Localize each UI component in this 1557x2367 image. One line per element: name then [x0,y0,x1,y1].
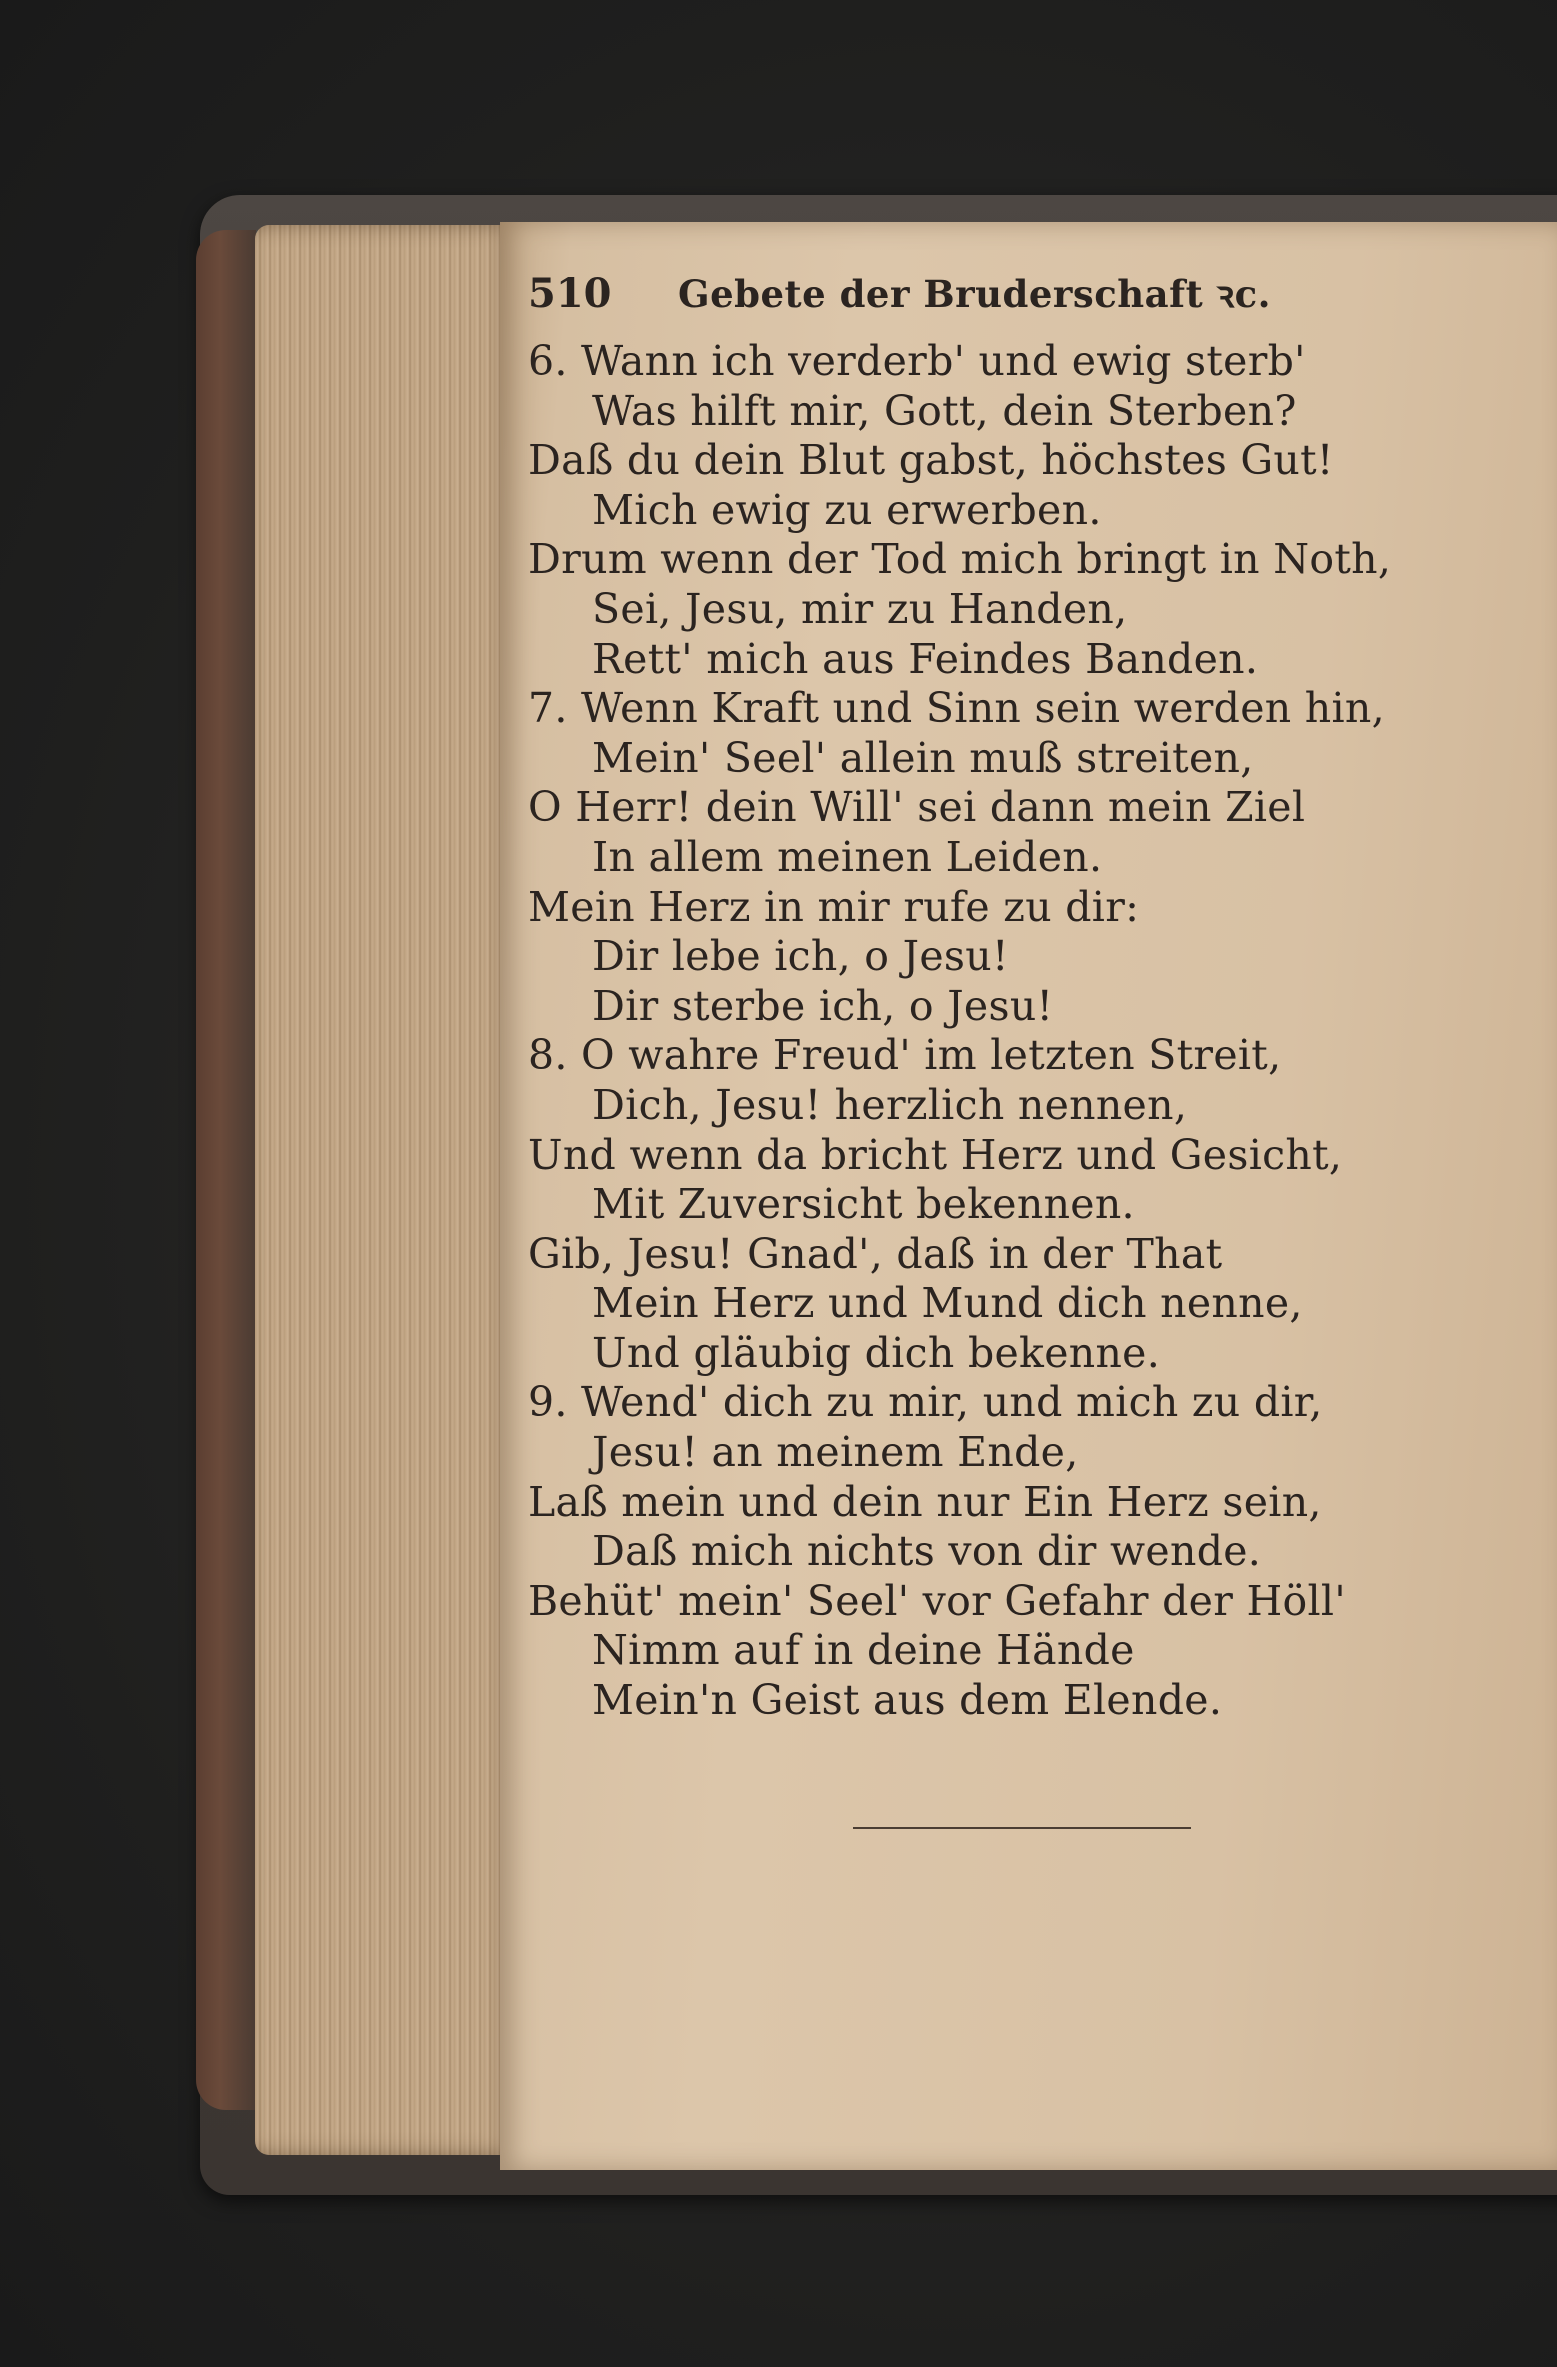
page-block-edge [255,225,515,2155]
page-header [528,267,1528,337]
hymn-text [528,337,1528,1726]
page-number: 510 [528,270,612,317]
hymn-line: Nimm auf in deine Hände [592,1626,1135,1675]
hymn-line: 9. Wend' dich zu mir, und mich zu dir, [528,1378,1323,1427]
hymn-line: Sei, Jesu, mir zu Handen, [592,584,1128,633]
hymn-line: Mein' Seel' allein muß streiten, [592,733,1254,782]
hymn-line: 7. Wenn Kraft und Sinn sein werden hin, [528,684,1385,733]
hymn-line: Mich ewig zu erwerben. [592,485,1102,534]
hymn-line: Rett' mich aus Feindes Banden. [592,634,1259,683]
hymn-line: O Herr! dein Will' sei dann mein Ziel [528,783,1306,832]
hymn-line: 6. Wann ich verderb' und ewig sterb' [528,337,1306,385]
hymn-line: Und wenn da bricht Herz und Gesicht, [528,1130,1343,1179]
hymn-line: Was hilft mir, Gott, dein Sterben? [592,386,1297,435]
hymn-line: Mein Herz und Mund dich nenne, [592,1279,1303,1328]
hymn-line: Laß mein und dein nur Ein Herz sein, [528,1477,1322,1526]
hymn-line: Dir sterbe ich, o Jesu! [592,981,1054,1030]
hymn-line: Daß du dein Blut gabst, höchstes Gut! [528,436,1334,485]
hymn-line: Mein Herz in mir rufe zu dir: [528,882,1140,931]
hymn-line: Mein'n Geist aus dem Elende. [592,1676,1223,1725]
printed-page [500,222,1557,2170]
hymn-line: Daß mich nichts von dir wende. [592,1527,1262,1576]
book-spine-edge [196,230,256,2110]
hymn-line: Dich, Jesu! herzlich nennen, [592,1080,1188,1129]
page-text [528,267,1528,1726]
hymn-line: Und gläubig dich bekenne. [592,1328,1161,1377]
hymn-line: Drum wenn der Tod mich bringt in Noth, [528,535,1392,584]
hymn-line: Mit Zuversicht bekennen. [592,1180,1135,1229]
hymn-line: In allem meinen Leiden. [592,832,1103,881]
hymn-line: Gib, Jesu! Gnad', daß in der That [528,1229,1223,1278]
hymn-line: Dir lebe ich, o Jesu! [592,932,1009,981]
hymn-line: Jesu! an meinem Ende, [592,1428,1079,1477]
hymn-line: Behüt' mein' Seel' vor Gefahr der Höll' [528,1576,1346,1625]
end-rule [853,1827,1191,1829]
running-head: Gebete der Bruderschaft ꝛc. [678,272,1271,316]
hymn-line: 8. O wahre Freud' im letzten Streit, [528,1031,1282,1080]
